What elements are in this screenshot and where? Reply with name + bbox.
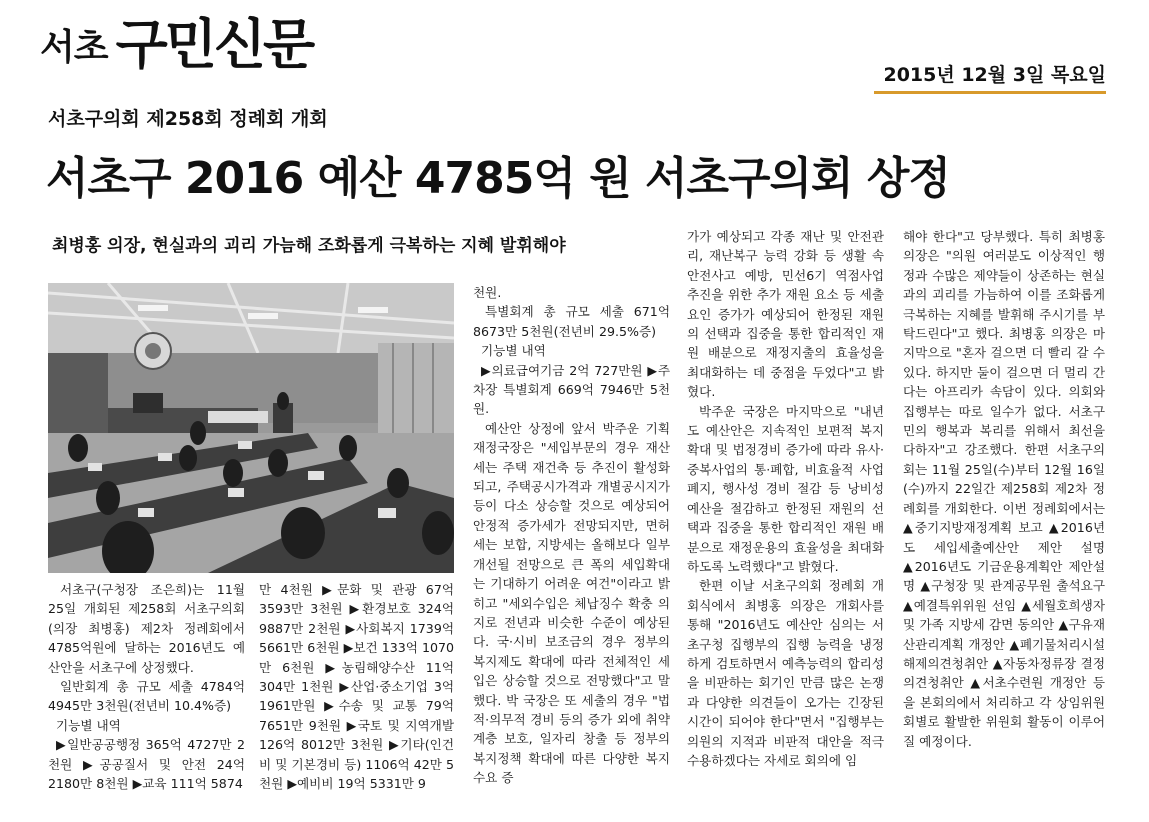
masthead-title: 구민신문 xyxy=(115,13,313,76)
article-column-5 xyxy=(903,227,1105,820)
article-paragraph: 만 4천원 ▶문화 및 관광 67억 3593만 3천원 ▶환경보호 324억 9887만 2천원 ▶사회복지 1739억 5661만 6천원 ▶보건 133억 1070만 6천원 ▶농림해양수산 11억 304만 1천원 ▶산업·중소기업 3억 1961만원 ▶수송 및 교통 79억 7651만 9천원 ▶국토 및 지역개발 126억 8012만 3천원 ▶기타(인건비 및 기본경비 등) 1106억 42만 5천원 ▶예비비 19억 5331만 9 xyxy=(259,582,454,792)
council-emblem-icon xyxy=(135,333,171,369)
article-headline: 서초구 2016 예산 4785억 원 서초구의회 상정 xyxy=(46,153,950,204)
article-paragraph: 가가 예상되고 각종 재난 및 안전관리, 재난복구 능력 강화 등 생활 속 안전사고 예방, 민선6기 역점사업 추진을 위한 추가 재원 요소 등 세출요인 증가가 예상되어 한정된 재원의 선택과 집중을 통한 합리적인 재원 배분으로 재정지출의 효율성을 최대화하는 데 중점을 두었다"고 밝혔다. xyxy=(687,229,884,400)
article-paragraph: 박주운 국장은 마지막으로 "내년도 예산안은 지속적인 보편적 복지확대 및 법정경비 증가에 따라 유사·중복사업의 통·폐합, 비효율적 사업 폐지, 행사성 경비 절감 등 낭비성 예산을 절감하고 한정된 재원의 선택과 집중을 통한 합리적인 재원 배분으로 재정운용의 효율성을 최대화 하도록 노력했다"고 밝혔다. xyxy=(687,403,884,574)
article-section-label: 기능별 내역 xyxy=(56,717,121,733)
article-paragraph: ▶일반공공행정 365억 4727만 2천원 ▶공공질서 및 안전 24억 2180만 8천원 ▶교육 111억 5874 xyxy=(48,737,245,792)
article-paragraph: ▶의료급여기금 2억 727만원 ▶주차장 특별회계 669억 7946만 5천원. xyxy=(473,362,670,417)
newspaper-masthead xyxy=(40,12,313,76)
article-kicker: 서초구의회 제258회 정례회 개회 xyxy=(48,108,328,130)
article-column-4 xyxy=(687,227,884,820)
article-paragraph: 예산안 상정에 앞서 박주운 기획재정국장은 "세입부문의 경우 재산세는 주택 재건축 등 추진이 활성화되고, 주택공시가격과 개별공시지가 등이 다소 상승할 것으로 예상되어 안정적 증가세가 전망되지만, 면허세는 보합, 지방세는 올해보다 일부 개선될 전망으로 큰 폭의 세입확대는 기대하기 어려운 여건"이라고 밝히고 "세외수입은 체납징수 확충 의지로 전년과 비슷한 수준이 예상된다. 국·시비 보조금의 경우 정부의 복지제도 확대에 따라 전체적인 세입은 상승할 것으로 전망했다"고 말했다. 박 국장은 또 세출의 경우 "법적·의무적 경비 등의 증가 외에 취약계층 보호, 일자리 창출 등 정부의 복지정책 확대에 따른 다양한 복지수요 증 xyxy=(473,420,670,786)
article-section-label: 기능별 내역 xyxy=(481,343,546,359)
issue-date: 2015년 12월 3일 목요일 xyxy=(874,60,1106,94)
article-paragraph: 해야 한다"고 당부했다. 특히 최병홍 의장은 "의원 여러분도 이상적인 행정과 수많은 제약들이 상존하는 현실과의 괴리를 가늠하여 이를 조화롭게 극복하는 지혜를 발휘해 주시기를 부탁드린다"고 했다. 최병홍 의장은 마지막으로 "혼자 걸으면 더 빨리 갈 수 있다. 하지만 둘이 걸으면 더 멀리 간다는 아프리카 속담이 있다. 의회와 집행부는 따로 일수가 없다. 서초구민의 행복과 복리를 위해서 최선을 다하자"고 강조했다. 한편 서초구의회는 11월 25일(수)부터 12월 16일(수)까지 22일간 제258회 제2차 정례회를 개회한다. 이번 정례회에서는 ▲중기지방재정계획 보고 ▲2016년도 세입세출예산안 제안 설명 ▲2016년도 기금운용계획안 제안설명 ▲구청장 및 관계공무원 출석요구 ▲예결특위위원 선임 ▲세월호희생자 및 가족 지방세 감면 동의안 ▲구유재산관리계획 개정안 ▲폐기물처리시설 해제의견청취안 ▲자동차정류장 결정의견청취안 ▲서초수련원 개정안 등을 본회의에서 처리하고 각 상임위원회별로 활발한 위원회 활동이 이루어질 예정이다. xyxy=(903,229,1105,749)
article-paragraph: 한편 이날 서초구의회 정례회 개회식에서 최병홍 의장은 개회사를 통해 "2016년도 예산안 심의는 서초구청 집행부의 집행 능력을 냉정하게 검토하면서 예측능력의 합리성을 비판하는 회기인 만큼 많은 논쟁과 다양한 의견들이 오가는 긴장된 시간이 되어야 한다"면서 "집행부는 의원의 지적과 비판적 대안을 적극 수용하겠다는 자세로 회의에 임 xyxy=(687,578,884,768)
article-paragraph: 특별회계 총 규모 세출 671억 8673만 5천원(전년비 29.5%증) xyxy=(473,304,670,339)
article-paragraph: 일반회계 총 규모 세출 4784억 4945만 3천원(전년비 10.4%증) xyxy=(48,679,245,714)
article-paragraph: 서초구(구청장 조은희)는 11월 25일 개회된 제258회 서초구의회(의장 최병홍) 제2차 정례회에서 4785억원에 달하는 2016년도 예산안을 서초구에 상정했다. xyxy=(48,582,245,675)
article-column-3 xyxy=(473,283,670,820)
masthead-small: 서초 xyxy=(40,27,108,68)
article-column-2 xyxy=(259,580,454,820)
council-session-photo xyxy=(48,283,454,573)
article-column-1 xyxy=(48,580,245,820)
article-paragraph: 천원. xyxy=(473,285,502,300)
article-subhead: 최병홍 의장, 현실과의 괴리 가늠해 조화롭게 극복하는 지혜 발휘해야 xyxy=(52,236,566,256)
